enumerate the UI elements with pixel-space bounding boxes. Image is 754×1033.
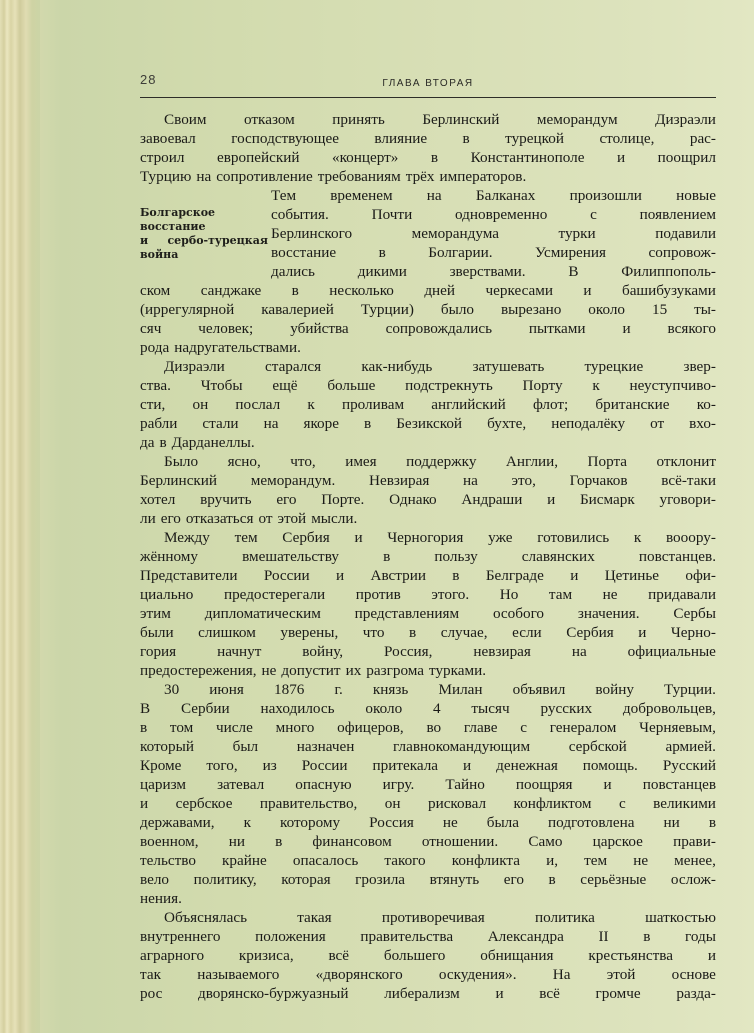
page-number: 28 — [140, 72, 157, 87]
text-line: Было ясно, что, имея поддержку Англии, Порта отклонит — [164, 453, 716, 470]
text-line: Берлинского меморандума турки подавили — [271, 225, 716, 242]
text-line: аграрного кризиса, всё большего обнищания крестьянства и — [140, 947, 716, 964]
text-line: который был назначен главнокомандующим сербской армией. — [140, 738, 716, 755]
text-line: внутреннего положения правительства Александра II в годы — [140, 928, 716, 945]
text-line: В Сербии находилось около 4 тысяч русских добровольцев, — [140, 700, 716, 717]
text-line: рода надругательствами. — [140, 339, 301, 356]
paragraph — [140, 110, 716, 186]
text-line: нения. — [140, 890, 182, 907]
text-line: события. Почти одновременно с появлением — [271, 206, 716, 223]
text-line: в том числе много офицеров, во главе с генералом Черняевым, — [140, 719, 716, 736]
text-line: (иррегулярной кавалерией Турции) было вырезано около 15 ты- — [140, 301, 716, 318]
text-line: державами, к которому Россия не была подготовлена ни в — [140, 814, 716, 831]
text-line: Представители России и Австрии в Белграде и Цетинье офи- — [140, 567, 716, 584]
text-line: царизм затевал опасную игру. Тайно поощряя и повстанцев — [140, 776, 716, 793]
text-line: сяч человек; убийства сопровождались пытками и всякого — [140, 320, 716, 337]
marginal-note-line: восстание — [140, 220, 206, 233]
text-line: и сербское правительство, он рисковал конфликтом с великими — [140, 795, 716, 812]
book-binding-edge — [0, 0, 40, 1033]
text-line: жённому вмешательству в пользу славянских повстанцев. — [140, 548, 716, 565]
paragraph — [140, 357, 716, 452]
body-text — [140, 110, 716, 1003]
text-line: восстание в Болгарии. Усмирения сопровож- — [271, 244, 716, 261]
text-line: сти, он послал к проливам английский флот; британские ко- — [140, 396, 716, 413]
marginal-note-line: и сербо-турецкая — [140, 234, 268, 247]
text-line: Тем временем на Балканах произошли новые — [271, 187, 716, 204]
running-head — [140, 70, 716, 92]
text-line: рабли стали на якоре в Безикской бухте, неподалёку от вхо- — [140, 415, 716, 432]
text-line: 30 июня 1876 г. князь Милан объявил войну Турции. — [164, 681, 716, 698]
text-line: Своим отказом принять Берлинский меморандум Дизраэли — [164, 111, 716, 128]
text-line: гория начнут войну, Россия, невзирая на официальные — [140, 643, 716, 660]
text-line: так называемого «дворянского оскудения». На этой основе — [140, 966, 716, 983]
text-line: военном, ни в финансовом отношении. Само царское прави- — [140, 833, 716, 850]
marginal-note-block — [140, 186, 716, 281]
text-line: ском санджаке в несколько дней черкесами и башибузуками — [140, 282, 716, 299]
text-line: Объяснялась такая противоречивая политика шаткостью — [164, 909, 716, 926]
paragraph — [140, 680, 716, 908]
text-line: Между тем Сербия и Черногория уже готовились к вооору- — [164, 529, 716, 546]
text-line: Турцию на сопротивление требованиям трёх императоров. — [140, 168, 527, 185]
paragraph — [140, 186, 716, 357]
text-line: циально предостерегали против этого. Но там не придавали — [140, 586, 716, 603]
text-line: Кроме того, из России притекала и денежная помощь. Русский — [140, 757, 716, 774]
text-line: хотел вручить его Порте. Однако Андраши и Бисмарк уговори- — [140, 491, 716, 508]
text-line: этим дипломатическим представлениям особого значения. Сербы — [140, 605, 716, 622]
chapter-title: ГЛАВА ВТОРАЯ — [382, 78, 474, 89]
paragraph — [140, 908, 716, 1003]
paragraph — [140, 452, 716, 528]
text-line: строил европейский «концерт» в Константинополе и поощрил — [140, 149, 716, 166]
book-page — [140, 70, 716, 1003]
text-line: тельство крайне опасалось такого конфликта и, тем не менее, — [140, 852, 716, 869]
text-line: вело политику, которая грозила втянуть его в серьёзные ослож- — [140, 871, 716, 888]
marginal-note-line: война — [140, 248, 179, 261]
text-line: Берлинский меморандум. Невзирая на это, Горчаков всё-таки — [140, 472, 716, 489]
text-line: предостережения, не допустит их разгрома турками. — [140, 662, 487, 679]
text-line: рос дворянско-буржуазный либерализм и всё громче разда- — [140, 985, 716, 1002]
paragraph — [140, 528, 716, 680]
header-rule — [140, 97, 716, 98]
marginal-note — [140, 206, 268, 262]
text-line: Дизраэли старался как-нибудь затушевать турецкие звер- — [164, 358, 716, 375]
text-line: да в Дарданеллы. — [140, 434, 255, 451]
marginal-note-line: Болгарское — [140, 206, 216, 219]
text-line: дались дикими зверствами. В Филиппополь- — [271, 263, 716, 280]
text-line: завоевал господствующее влияние в турецкой столице, рас- — [140, 130, 716, 147]
text-line: ли его отказаться от этой мысли. — [140, 510, 358, 527]
text-line: ства. Чтобы ещё больше подстрекнуть Порту к неуступчиво- — [140, 377, 716, 394]
text-line: были слишком уверены, что в случае, если Сербия и Черно- — [140, 624, 716, 641]
